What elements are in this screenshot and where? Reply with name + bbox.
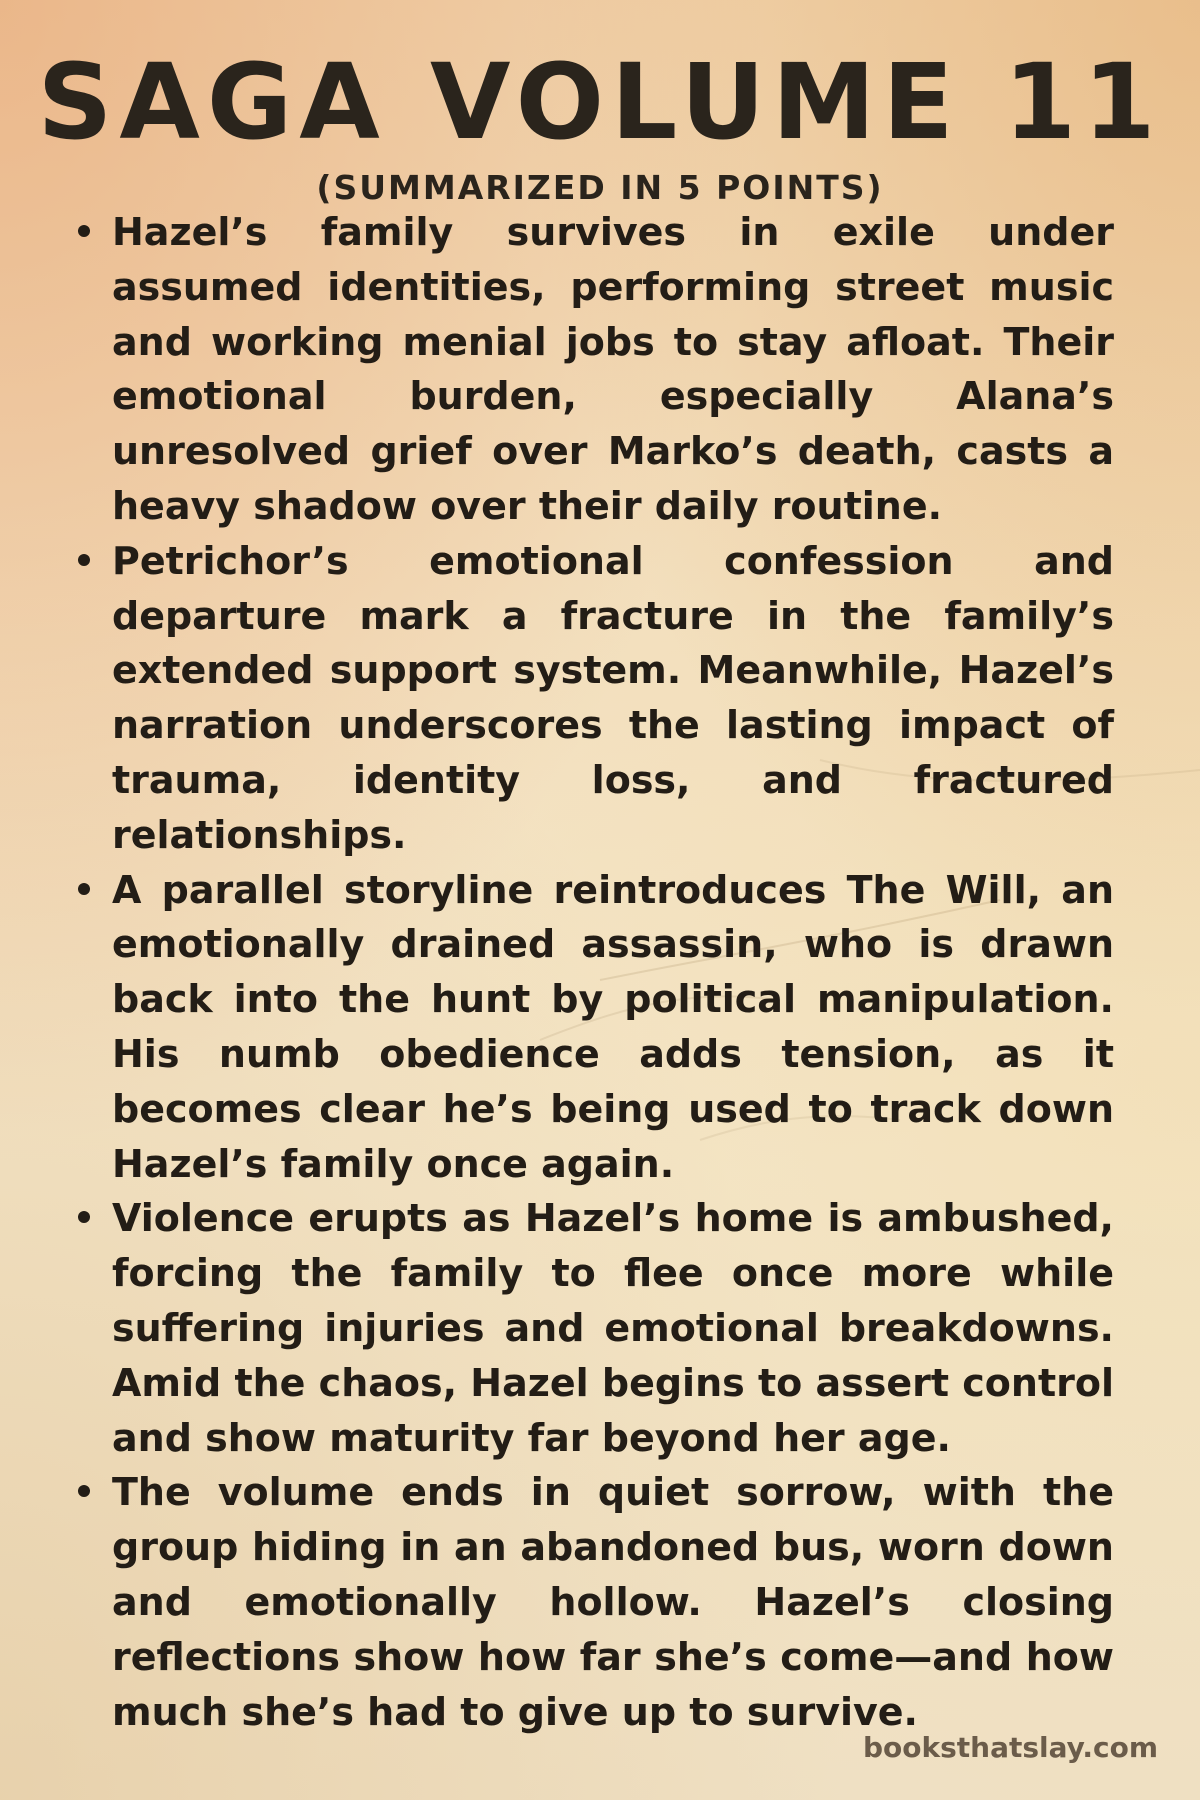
summary-points-list [72,205,1114,1739]
page-subtitle: (SUMMARIZED IN 5 POINTS) [316,168,884,207]
summary-point-text: The volume ends in quiet sorrow, with the group hiding in an abandoned bus, worn down and emotionally hollow. Hazel’s closing reflections show how far she’s come—and how much she’s had to give up to survive. [112,1470,1114,1734]
page-title: SAGA VOLUME 11 [37,41,1163,163]
summary-point [72,534,1114,863]
bullet-icon [78,554,90,566]
bullet-icon [78,883,90,895]
summary-point-text: Petrichor’s emotional confession and departure mark a fracture in the family’s extended support system. Meanwhile, Hazel’s narration underscores the lasting impact of trauma, identity loss, and fractured relationships. [112,538,1114,857]
bullet-icon [78,1485,90,1497]
summary-point [72,205,1114,534]
summary-point-text: Violence erupts as Hazel’s home is ambushed, forcing the family to flee once more while suffering injuries and emotional breakdowns. Amid the chaos, Hazel begins to assert control and show maturity far beyond her age. [112,1196,1114,1460]
summary-point-text: Hazel’s family survives in exile under assumed identities, performing street music and working menial jobs to stay afloat. Their emotional burden, especially Alana’s unresolved grief over Marko’s death, casts a heavy shadow over their daily routine. [112,210,1114,528]
summary-point [72,863,1114,1192]
site-credit: booksthatslay.com [862,1731,1158,1764]
summary-point [72,1465,1114,1739]
bullet-icon [78,1211,90,1223]
summary-point [72,1191,1114,1465]
summary-point-text: A parallel storyline reintroduces The Will, an emotionally drained assassin, who is drawn back into the hunt by political manipulation. His numb obedience adds tension, as it becomes clear he’s being used to track down Hazel’s family once again. [112,867,1114,1186]
bullet-icon [78,225,90,237]
